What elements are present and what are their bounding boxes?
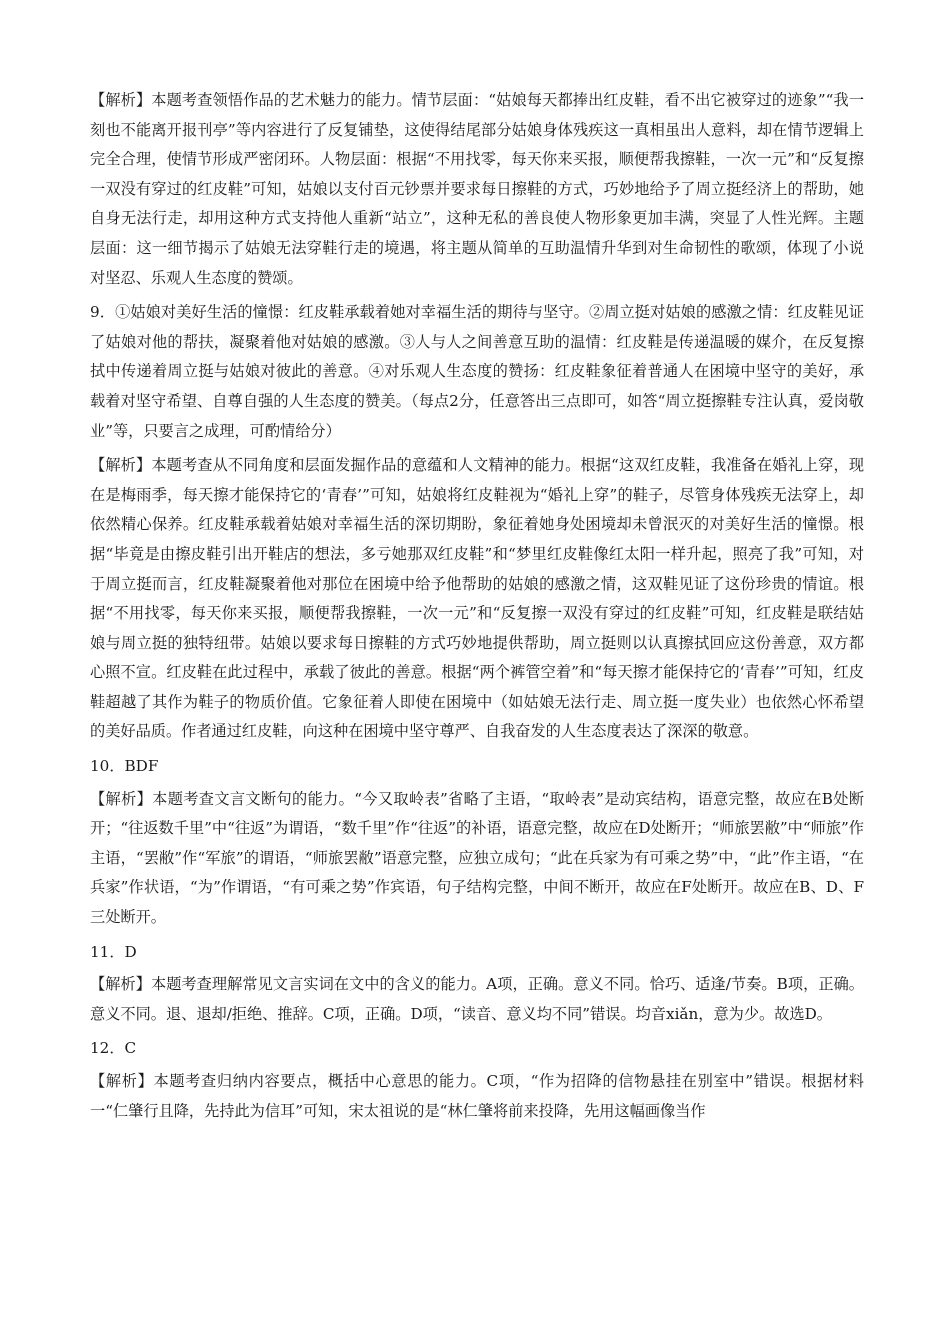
- paragraph-text: 本题考查归纳内容要点，概括中心意思的能力。C项，“作为招降的信物悬挂在别室中”错误。根据材料一“仁肇行且降，先持此为信耳”可知，宋太祖说的是“林仁肇将前来投降，先用这幅画像当作: [90, 1072, 864, 1120]
- q12-answer-paragraph: [90, 1034, 864, 1064]
- analysis-tag: 【解析】: [90, 91, 152, 109]
- q9-analysis-paragraph: [90, 451, 864, 747]
- paragraph-text: 本题考查从不同角度和层面发掘作品的意蕴和人文精神的能力。根据“这双红皮鞋，我准备在婚礼上穿，现在是梅雨季，每天擦才能保持它的‘青春’”可知，姑娘将红皮鞋视为“婚礼上穿”的鞋子，尽管身体残疾无法穿上，却依然精心保养。红皮鞋承载着姑娘对幸福生活的深切期盼，象征着她身处困境却未曾泯灭的对美好生活的憧憬。根据“毕竟是由擦皮鞋引出开鞋店的想法，多亏她那双红皮鞋”和“梦里红皮鞋像红太阳一样升起，照亮了我”可知，对于周立挺而言，红皮鞋凝聚着他对那位在困境中给予他帮助的姑娘的感激之情，这双鞋见证了这份珍贵的情谊。根据“不用找零，每天你来买报，顺便帮我擦鞋，一次一元”和“反复擦一双没有穿过的红皮鞋”可知，红皮鞋是联结姑娘与周立挺的独特纽带。姑娘以要求每日擦鞋的方式巧妙地提供帮助，周立挺则以认真擦拭回应这份善意，双方都心照不宣。红皮鞋在此过程中，承载了彼此的善意。根据“两个裤管空着”和“每天擦才能保持它的‘青春’”可知，红皮鞋超越了其作为鞋子的物质价值。它象征着人即使在困境中（如姑娘无法行走、周立挺一度失业）也依然心怀希望的美好品质。作者通过红皮鞋，向这种在困境中坚守尊严、自我奋发的人生态度表达了深深的敬意。: [90, 456, 865, 741]
- question-number: 11．: [90, 942, 125, 961]
- answer-text: C: [124, 1039, 137, 1058]
- paragraph-text: 本题考查理解常见文言实词在文中的含义的能力。A项，正确。意义不同。恰巧、适逢/节奏。B项，正确。意义不同。退、退却/拒绝、推辞。C项，正确。D项，“读音、意义均不同”错误。均音xiǎn，意为少。故选D。: [90, 975, 864, 1023]
- q12-analysis-paragraph: [90, 1067, 864, 1126]
- answer-text: D: [124, 942, 137, 961]
- q9-answer-paragraph: [90, 298, 864, 446]
- analysis-tag: 【解析】: [90, 1072, 154, 1090]
- paragraph-text: ①姑娘对美好生活的憧憬：红皮鞋承载着她对幸福生活的期待与坚守。②周立挺对姑娘的感激之情：红皮鞋见证了姑娘对他的帮扶，凝聚着他对姑娘的感激。③人与人之间善意互助的温情：红皮鞋是传递温暖的媒介，在反复擦拭中传递着周立挺与姑娘对彼此的善意。④对乐观人生态度的赞扬：红皮鞋象征着普通人在困境中坚守的美好，承载着对坚守希望、自尊自强的人生态度的赞美。（每点2分，任意答出三点即可，如答“周立挺擦鞋专注认真，爱岗敬业”等，只要言之成理，可酌情给分）: [90, 303, 865, 440]
- q8-analysis-paragraph: [90, 86, 864, 293]
- question-number: 10．: [90, 757, 125, 776]
- paragraph-text: 本题考查文言文断句的能力。“今又取岭表”省略了主语，“取岭表”是动宾结构，语意完整，故应在B处断开；“往返数千里”中“往返”为谓语，“数千里”作“往返”的补语，语意完整，故应在D处断开；“师旅罢敝”中“师旅”作主语，“罢敝”作“军旅”的谓语，“师旅罢敝”语意完整，应独立成句；“此在兵家为有可乘之势”中，“此”作主语，“在兵家”作状语，“为”作谓语，“有可乘之势”作宾语，句子结构完整，中间不断开，故应在F处断开。故应在B、D、F三处断开。: [90, 789, 865, 927]
- analysis-tag: 【解析】: [90, 456, 152, 475]
- q11-analysis-paragraph: [90, 970, 864, 1029]
- question-number: 9．: [90, 303, 116, 322]
- q11-answer-paragraph: [90, 938, 864, 968]
- question-number: 12．: [90, 1039, 125, 1058]
- analysis-tag: 【解析】: [90, 789, 153, 808]
- answer-content: [90, 86, 864, 1131]
- analysis-tag: 【解析】: [90, 975, 151, 994]
- answer-text: BDF: [124, 757, 159, 776]
- q10-answer-paragraph: [90, 752, 864, 782]
- q10-analysis-paragraph: [90, 785, 864, 933]
- paragraph-text: 本题考查领悟作品的艺术魅力的能力。情节层面：“姑娘每天都捧出红皮鞋，看不出它被穿过的迹象”“我一刻也不能离开报刊亭”等内容进行了反复铺垫，这使得结尾部分姑娘身体残疾这一真相虽出人意料，却在情节逻辑上完全合理，使情节形成严密闭环。人物层面：根据“不用找零，每天你来买报，顺便帮我擦鞋，一次一元”和“反复擦一双没有穿过的红皮鞋”可知，姑娘以支付百元钞票并要求每日擦鞋的方式，巧妙地给予了周立挺经济上的帮助，她自身无法行走，却用这种方式支持他人重新“站立”，这种无私的善良使人物形象更加丰满，突显了人性光辉。主题层面：这一细节揭示了姑娘无法穿鞋行走的境遇，将主题从简单的互助温情升华到对生命韧性的歌颂，体现了小说对坚忍、乐观人生态度的赞颂。: [90, 91, 865, 287]
